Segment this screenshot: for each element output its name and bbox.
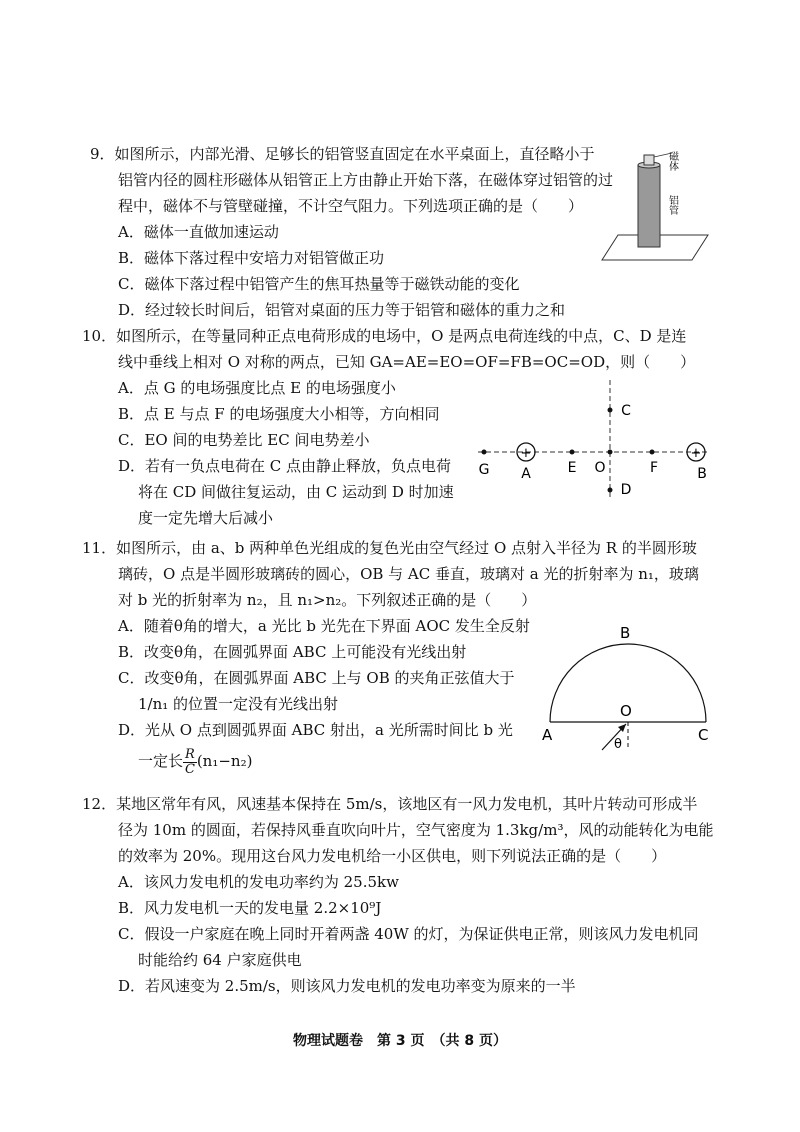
q10-label-e: E xyxy=(567,460,577,476)
q10-option-d: D．若有一负点电荷在 C 点由静止释放，负点电荷 xyxy=(118,457,452,475)
q9-line-1: 9．如图所示，内部光滑、足够长的铝管竖直固定在水平桌面上，直径略小于 xyxy=(90,145,595,163)
q11-option-c-cont: 1/n₁ 的位置一定没有光线出射 xyxy=(138,695,339,713)
q11-label-o: O xyxy=(620,702,632,720)
q11-fraction xyxy=(183,748,197,777)
q10-label-b: B xyxy=(697,466,707,482)
q9-label-tube: 铝管 xyxy=(666,195,678,215)
q11-option-c: C．改变θ角，在圆弧界面 ABC 上与 OB 的夹角正弦值大于 xyxy=(118,669,515,687)
q10-label-g: G xyxy=(478,462,490,478)
q9-label-magnet: 磁体 xyxy=(666,151,678,171)
svg-text:+: + xyxy=(520,446,532,461)
q11-label-a: A xyxy=(542,726,553,744)
q9-option-d: D．经过较长时间后，铝管对桌面的压力等于铝管和磁体的重力之和 xyxy=(118,301,566,319)
q9-figure xyxy=(600,145,710,265)
q11-figure xyxy=(538,622,718,752)
question-12 xyxy=(82,791,714,999)
q9-aluminium-tube xyxy=(638,165,660,247)
q10-line-2: 线中垂线上相对 O 对称的两点，已知 GA=AE=EO=OF=FB=OC=OD，则（ ） xyxy=(118,353,696,371)
q11-line-3: 对 b 光的折射率为 n₂，且 n₁>n₂。下列叙述正确的是（ ） xyxy=(118,591,537,609)
q10-line-1: 10．如图所示，在等量同种正点电荷形成的电场中，O 是两点电荷连线的中点，C、D 是连 xyxy=(82,327,687,345)
q9-line-3: 程中，磁体不与管壁碰撞，不计空气阻力。下列选项正确的是（ ） xyxy=(118,197,584,215)
q10-label-a: A xyxy=(521,466,531,482)
q10-label-c: C xyxy=(621,403,631,419)
q12-option-a: A．该风力发电机的发电功率约为 25.5kw xyxy=(118,873,399,891)
q10-option-d-cont-1: 将在 CD 间做往复运动，由 C 运动到 D 时加速 xyxy=(138,483,454,501)
q9-option-b: B．磁体下落过程中安培力对铝管做正功 xyxy=(118,249,385,267)
q12-line-3: 的效率为 20%。现用这台风力发电机给一小区供电，则下列说法正确的是（ ） xyxy=(118,847,667,865)
page-footer: 物理试题卷 第 3 页 （共 8 页） xyxy=(293,1033,507,1049)
q12-option-c-cont: 时能给约 64 户家庭供电 xyxy=(138,951,302,969)
q9-option-c: C．磁体下落过程中铝管产生的焦耳热量等于磁铁动能的变化 xyxy=(118,275,520,293)
q10-label-f: F xyxy=(649,460,659,476)
q10-figure xyxy=(470,378,720,513)
q10-option-d-cont-2: 度一定先增大后减小 xyxy=(138,509,274,527)
q11-label-c: C xyxy=(698,726,709,744)
q11-fraction-top: R xyxy=(185,746,195,762)
q11-line-2: 璃砖，O 点是半圆形玻璃砖的圆心，OB 与 AC 垂直，玻璃对 a 光的折射率为 n₁，玻璃 xyxy=(118,565,699,583)
q9-line-2: 铝管内径的圆柱形磁体从铝管正上方由静止开始下落，在磁体穿过铝管的过 xyxy=(118,171,614,189)
q10-option-b: B．点 E 与点 F 的电场强度大小相等，方向相同 xyxy=(118,405,440,423)
q12-option-b: B．风力发电机一天的发电量 2.2×10⁹J xyxy=(118,899,382,917)
q9-magnet xyxy=(644,155,654,165)
q11-option-d-suffix: (n₁−n₂) xyxy=(196,752,253,770)
q10-option-a: A．点 G 的电场强度比点 E 的电场强度小 xyxy=(118,379,396,397)
q12-line-2: 径为 10m 的圆面，若保持风垂直吹向叶片，空气密度为 1.3kg/m³，风的动能转化为电能 xyxy=(118,821,714,839)
q12-line-1: 12．某地区常年有风，风速基本保持在 5m/s，该地区有一风力发电机，其叶片转动可形成半 xyxy=(82,795,698,813)
q10-label-o: O xyxy=(594,460,606,476)
q12-option-c: C．假设一户家庭在晚上同时开着两盏 40W 的灯，为保证供电正常，则该风力发电机同 xyxy=(118,925,699,943)
q11-option-d: D．光从 O 点到圆弧界面 ABC 射出，a 光所需时间比 b 光 xyxy=(118,721,513,739)
svg-text:+: + xyxy=(690,446,702,461)
q11-option-b: B．改变θ角，在圆弧界面 ABC 上可能没有光线出射 xyxy=(118,643,467,661)
q10-option-c: C．EO 间的电势差比 EC 间电势差小 xyxy=(118,431,370,449)
q11-label-b: B xyxy=(620,624,631,642)
q11-option-a: A．随着θ角的增大，a 光比 b 光先在下界面 AOC 发生全反射 xyxy=(118,617,530,635)
q11-option-d-prefix: 一定长 xyxy=(138,752,184,770)
q11-line-1: 11．如图所示，由 a、b 两种单色光组成的复色光由空气经过 O 点射入半径为 R 的半圆形玻 xyxy=(82,539,697,557)
q11-fraction-bottom: C xyxy=(184,761,195,777)
q9-option-a: A．磁体一直做加速运动 xyxy=(118,223,279,241)
q12-option-d: D．若风速变为 2.5m/s，则该风力发电机的发电功率变为原来的一半 xyxy=(118,977,576,995)
q10-label-d: D xyxy=(620,482,632,498)
q11-label-theta: θ xyxy=(614,737,622,752)
